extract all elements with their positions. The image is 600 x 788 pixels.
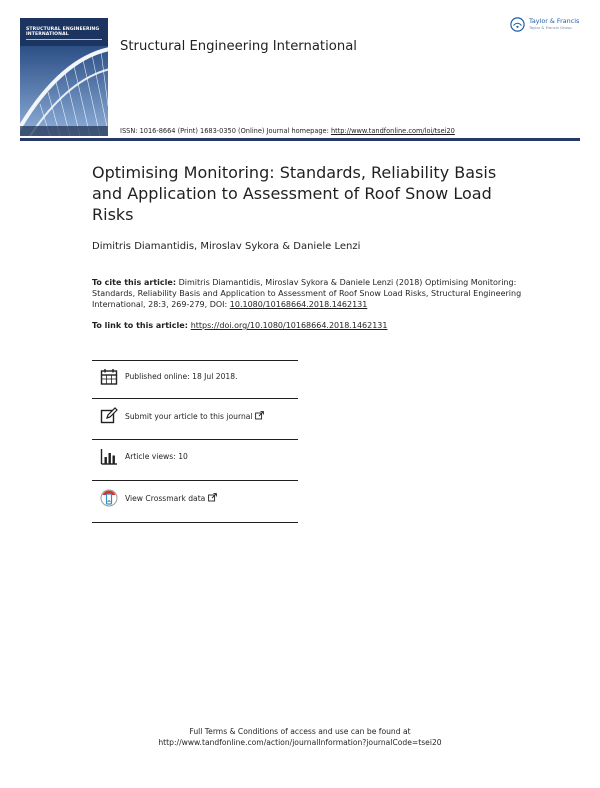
info-divider <box>92 398 298 399</box>
bar-chart-icon <box>100 448 118 466</box>
external-link-icon <box>208 493 217 502</box>
crossmark-text[interactable]: View Crossmark data <box>125 494 206 503</box>
journal-cover-image <box>20 18 108 136</box>
info-divider <box>92 480 298 481</box>
terms-footer <box>0 726 600 748</box>
journal-name[interactable]: Structural Engineering International <box>120 39 357 54</box>
external-link-icon <box>255 411 264 420</box>
info-divider <box>92 439 298 440</box>
info-divider <box>92 360 298 361</box>
edit-icon <box>100 407 118 425</box>
article-title: Optimising Monitoring: Standards, Reliability Basis and Application to Assessment of Roof Snow Load Risks <box>92 163 497 224</box>
crossmark-icon <box>100 489 118 507</box>
issn-line <box>120 127 455 135</box>
citation-block <box>92 277 532 311</box>
crossmark-link[interactable] <box>125 493 217 503</box>
cover-title <box>26 27 106 38</box>
publisher-group: Taylor & Francis Group <box>529 25 572 30</box>
bridge-photo <box>20 46 108 136</box>
article-doi-link[interactable]: https://doi.org/10.1080/10168664.2018.1462131 <box>190 321 388 330</box>
info-divider <box>92 522 298 523</box>
citation-text: Dimitris Diamantidis, Miroslav Sykora & Daniele Lenzi (2018) Optimising Monitoring: Standards, Reliability Basis and Application to Assessment of Roof Snow Load Risks, Structural Engineering International, 28:3, 269-279, DOI: <box>92 278 522 310</box>
submit-article-link[interactable] <box>125 411 264 421</box>
cover-title-line-1: STRUCTURAL ENGINEERING <box>26 27 100 32</box>
publisher-logo <box>510 16 590 36</box>
terms-link[interactable]: http://www.tandfonline.com/action/journalInformation?journalCode=tsei20 <box>158 738 442 747</box>
article-link-label: To link to this article: <box>92 321 191 330</box>
citation-doi-link[interactable]: 10.1080/10168664.2018.1462131 <box>229 300 368 310</box>
publisher-brand: Taylor & Francis <box>529 17 580 25</box>
journal-homepage-link[interactable]: http://www.tandfonline.com/loi/tsei20 <box>330 127 455 135</box>
article-views-text: Article views: 10 <box>125 452 188 461</box>
submit-article-text[interactable]: Submit your article to this journal <box>125 412 253 421</box>
issn-text: ISSN: 1016-8664 (Print) 1683-0350 (Online) Journal homepage: <box>120 127 331 135</box>
published-online-text: Published online: 18 Jul 2018. <box>125 372 238 381</box>
cover-accent-line <box>26 39 102 40</box>
terms-text: Full Terms & Conditions of access and use can be found at <box>189 727 411 736</box>
calendar-icon <box>100 368 118 386</box>
taylor-francis-logo-icon <box>510 17 525 32</box>
cover-title-line-2: INTERNATIONAL <box>26 32 69 38</box>
header-divider <box>20 138 580 141</box>
article-authors: Dimitris Diamantidis, Miroslav Sykora & Daniele Lenzi <box>92 241 361 252</box>
article-link-line <box>92 321 388 330</box>
citation-label: To cite this article: <box>92 278 177 287</box>
